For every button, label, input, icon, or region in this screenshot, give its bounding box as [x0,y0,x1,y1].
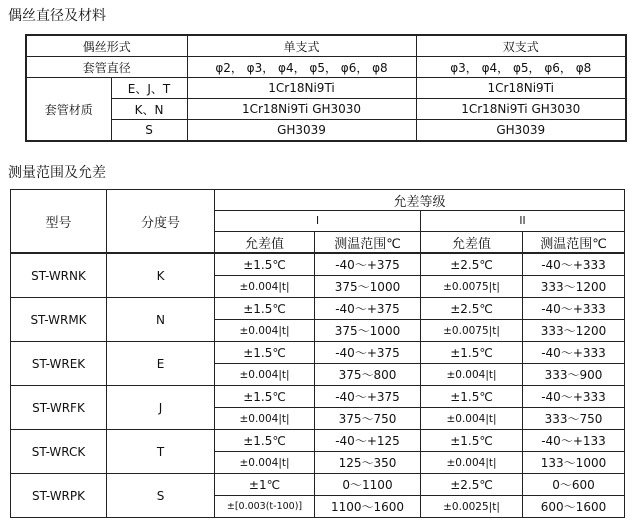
table1-header-row [26,35,626,57]
table-row [11,298,625,320]
class1-tolerance-header: 允差值 [215,232,315,254]
class2-range-cell: 333～1200 [523,276,625,298]
class2-range-cell: -40～+133 [523,430,625,452]
class2-range-cell: 133～1000 [523,452,625,474]
class2-tolerance-cell: ±2.5℃ [421,298,523,320]
graduation-cell: S [107,474,215,518]
model-cell: ST-WREK [11,342,107,386]
class1-range-header: 测温范围℃ [315,232,421,254]
single-header-cell: 单支式 [187,35,416,57]
model-cell: ST-WRCK [11,430,107,474]
material-double-cell: GH3039 [416,120,626,142]
graduation-cell: N [107,298,215,342]
class2-tolerance-cell: ±1.5℃ [421,430,523,452]
class1-tolerance-cell: ±1.5℃ [215,253,315,276]
graduation-cell: J [107,386,215,430]
class1-range-cell: 1100～1600 [315,496,421,518]
class2-tolerance-cell: ±2.5℃ [421,253,523,276]
class2-tolerance-cell: ±0.0025|t| [421,496,523,518]
model-cell: ST-WRMK [11,298,107,342]
class1-tolerance-cell: ±0.004|t| [215,452,315,474]
graduation-cell: E [107,342,215,386]
material-double-cell: 1Cr18Ni9Ti [416,78,626,99]
class2-range-cell: 333～750 [523,408,625,430]
graduation-cell: T [107,430,215,474]
class2-tolerance-cell: ±0.0075|t| [421,320,523,342]
class2-tolerance-cell: ±0.0075|t| [421,276,523,298]
material-single-cell: 1Cr18Ni9Ti [187,78,416,99]
class2-tolerance-cell: ±2.5℃ [421,474,523,496]
tube-material-label: 套管材质 [26,78,111,142]
class2-tolerance-cell: ±1.5℃ [421,386,523,408]
graduation-cell: K [107,253,215,298]
class1-range-cell: -40～+375 [315,298,421,320]
class2-range-cell: 333～1200 [523,320,625,342]
class2-range-cell: 600～1600 [523,496,625,518]
class2-range-cell: -40～+333 [523,342,625,364]
material-type-cell: S [111,120,187,142]
range-section-title: 测量范围及允差 [8,165,106,181]
table-row [11,253,625,276]
class2-range-cell: -40～+333 [523,386,625,408]
class1-tolerance-cell: ±1.5℃ [215,342,315,364]
table-row [11,342,625,364]
material-section-title: 偶丝直径及材料 [8,8,106,24]
table-row [11,386,625,408]
material-single-cell: 1Cr18Ni9Ti GH3030 [187,99,416,120]
class1-tolerance-cell: ±0.004|t| [215,276,315,298]
range-tolerance-table [10,189,625,518]
material-single-cell: GH3039 [187,120,416,142]
class1-tolerance-cell: ±1.5℃ [215,298,315,320]
tolerance-class-header: 允差等级 [215,190,625,211]
class1-tolerance-cell: ±1.5℃ [215,430,315,452]
class1-range-cell: 125～350 [315,452,421,474]
tube-material-row [26,99,626,120]
tube-diameter-label: 套管直径 [26,57,187,78]
class2-tolerance-cell: ±0.004|t| [421,408,523,430]
model-header: 型号 [11,190,107,254]
class1-range-cell: -40～+375 [315,386,421,408]
class1-tolerance-cell: ±0.004|t| [215,364,315,386]
tube-diameter-row [26,57,626,78]
model-cell: ST-WRNK [11,253,107,298]
class1-range-cell: 375～750 [315,408,421,430]
class2-tolerance-cell: ±0.004|t| [421,452,523,474]
class2-range-header: 测温范围℃ [523,232,625,254]
double-header-cell: 双支式 [416,35,626,57]
class1-range-cell: 375～1000 [315,276,421,298]
model-cell: ST-WRPK [11,474,107,518]
class1-range-cell: 375～1000 [315,320,421,342]
material-double-cell: 1Cr18Ni9Ti GH3030 [416,99,626,120]
material-type-cell: E、J、T [111,78,187,99]
class2-range-cell: 0～600 [523,474,625,496]
wire-diameter-material-table [25,34,627,142]
table-row [11,430,625,452]
tube-diameter-single: φ2， φ3， φ4， φ5， φ6， φ8 [187,57,416,78]
tube-material-row [26,120,626,142]
class1-range-cell: 375～800 [315,364,421,386]
class2-tolerance-cell: ±1.5℃ [421,342,523,364]
form-label-cell: 偶丝形式 [26,35,187,57]
class1-range-cell: -40～+375 [315,253,421,276]
tube-diameter-double: φ3， φ4， φ5， φ6， φ8 [416,57,626,78]
class2-header: II [421,211,625,232]
class1-tolerance-cell: ±0.004|t| [215,408,315,430]
class2-tolerance-cell: ±0.004|t| [421,364,523,386]
class2-range-cell: 333～900 [523,364,625,386]
class1-range-cell: 0～1100 [315,474,421,496]
class2-range-cell: -40～+333 [523,253,625,276]
class1-tolerance-cell: ±[0.003(t-100)] [215,496,315,518]
table-row [11,474,625,496]
class1-tolerance-cell: ±1℃ [215,474,315,496]
class1-tolerance-cell: ±0.004|t| [215,320,315,342]
class1-range-cell: -40～+375 [315,342,421,364]
table2-header-row [11,190,625,211]
model-cell: ST-WRFK [11,386,107,430]
material-type-cell: K、N [111,99,187,120]
class1-range-cell: -40～+125 [315,430,421,452]
class1-tolerance-cell: ±1.5℃ [215,386,315,408]
class1-header: I [215,211,421,232]
class2-range-cell: -40～+333 [523,298,625,320]
graduation-header: 分度号 [107,190,215,254]
tube-material-row [26,78,626,99]
class2-tolerance-header: 允差值 [421,232,523,254]
